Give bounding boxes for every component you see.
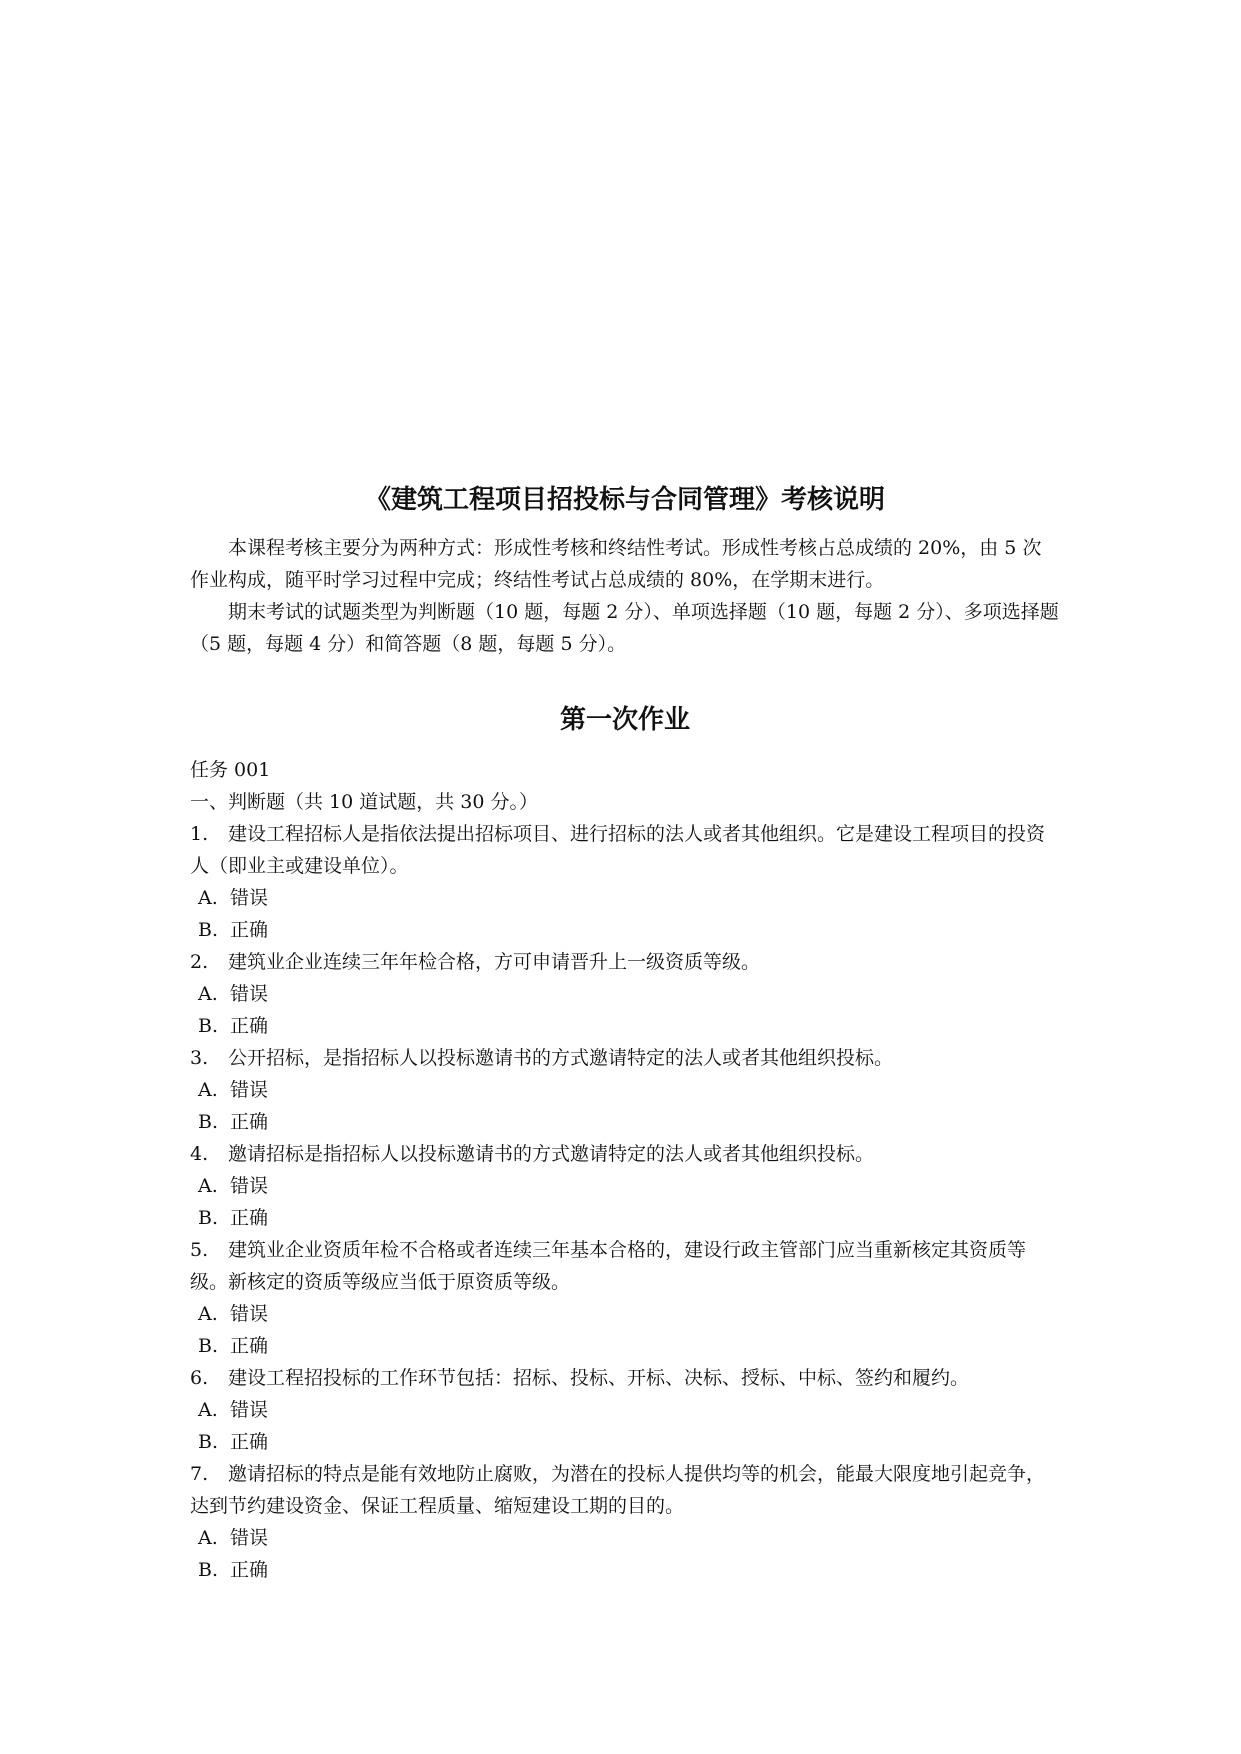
- option-text: 错误: [230, 983, 269, 1005]
- option-letter: A.: [198, 1527, 218, 1549]
- question-2: [190, 946, 1060, 1042]
- question-6: [190, 1362, 1060, 1458]
- question-number: 4.: [190, 1143, 209, 1165]
- option-text: 错误: [230, 1303, 269, 1325]
- option-b: [190, 1202, 1060, 1234]
- question-number: 1.: [190, 823, 209, 845]
- question-number: 7.: [190, 1463, 209, 1485]
- option-text: 正确: [230, 1111, 269, 1133]
- option-a: [190, 1170, 1060, 1202]
- question-number: 6.: [190, 1367, 209, 1389]
- option-a: [190, 978, 1060, 1010]
- option-text: 错误: [230, 1399, 269, 1421]
- option-letter: B.: [198, 1559, 219, 1581]
- section-title: 第一次作业: [559, 705, 690, 735]
- option-letter: A.: [198, 983, 218, 1005]
- option-a: [190, 1394, 1060, 1426]
- option-b: [190, 1426, 1060, 1458]
- document-content: [190, 478, 1060, 1586]
- option-text: 错误: [230, 1079, 269, 1101]
- option-text: 正确: [230, 1207, 269, 1229]
- question-3: [190, 1042, 1060, 1138]
- option-letter: B.: [198, 1015, 219, 1037]
- option-text: 正确: [230, 919, 269, 941]
- question-text: 建筑业企业资质年检不合格或者连续三年基本合格的，建设行政主管部门应当重新核定其资质等级。新核定的资质等级应当低于原资质等级。: [190, 1239, 1027, 1293]
- option-letter: A.: [198, 887, 218, 909]
- intro-paragraph-1: 本课程考核主要分为两种方式：形成性考核和终结性考试。形成性考核占总成绩的 20%，由 5 次作业构成，随平时学习过程中完成；终结性考试占总成绩的 80%，在学期末进行。: [190, 537, 1042, 591]
- option-a: [190, 882, 1060, 914]
- option-letter: A.: [198, 1175, 218, 1197]
- option-b: [190, 914, 1060, 946]
- question-number: 2.: [190, 951, 209, 973]
- question-text: 公开招标，是指招标人以投标邀请书的方式邀请特定的法人或者其他组织投标。: [228, 1047, 894, 1069]
- option-a: [190, 1074, 1060, 1106]
- question-7: [190, 1458, 1060, 1586]
- option-text: 错误: [230, 1175, 269, 1197]
- option-text: 正确: [230, 1431, 269, 1453]
- part-heading: 一、判断题（共 10 道试题，共 30 分。）: [190, 791, 539, 813]
- option-letter: B.: [198, 1111, 219, 1133]
- task-label: 任务 001: [190, 759, 271, 781]
- option-letter: B.: [198, 1335, 219, 1357]
- question-text: 建设工程招标人是指依法提出招标项目、进行招标的法人或者其他组织。它是建设工程项目的投资人（即业主或建设单位）。: [190, 823, 1046, 877]
- question-4: [190, 1138, 1060, 1234]
- option-text: 错误: [230, 887, 269, 909]
- question-text: 邀请招标是指招标人以投标邀请书的方式邀请特定的法人或者其他组织投标。: [228, 1143, 875, 1165]
- question-1: [190, 818, 1060, 946]
- question-list: [190, 818, 1060, 1586]
- question-text: 邀请招标的特点是能有效地防止腐败，为潜在的投标人提供均等的机会，能最大限度地引起竞争，达到节约建设资金、保证工程质量、缩短建设工期的目的。: [190, 1463, 1046, 1517]
- option-b: [190, 1330, 1060, 1362]
- option-b: [190, 1106, 1060, 1138]
- option-text: 正确: [230, 1335, 269, 1357]
- option-letter: A.: [198, 1399, 218, 1421]
- option-text: 错误: [230, 1527, 269, 1549]
- intro-paragraph-2: 期末考试的试题类型为判断题（10 题，每题 2 分）、单项选择题（10 题，每题 2 分）、多项选择题（5 题，每题 4 分）和简答题（8 题，每题 5 分）。: [190, 601, 1059, 655]
- option-b: [190, 1554, 1060, 1586]
- option-letter: B.: [198, 919, 219, 941]
- question-number: 5.: [190, 1239, 209, 1261]
- question-text: 建设工程招投标的工作环节包括：招标、投标、开标、决标、授标、中标、签约和履约。: [228, 1367, 970, 1389]
- question-5: [190, 1234, 1060, 1362]
- option-a: [190, 1298, 1060, 1330]
- question-text: 建筑业企业连续三年年检合格，方可申请晋升上一级资质等级。: [228, 951, 761, 973]
- option-letter: B.: [198, 1431, 219, 1453]
- option-text: 正确: [230, 1559, 269, 1581]
- document-title: 《建筑工程项目招投标与合同管理》考核说明: [364, 485, 885, 515]
- option-text: 正确: [230, 1015, 269, 1037]
- option-letter: A.: [198, 1303, 218, 1325]
- option-letter: B.: [198, 1207, 219, 1229]
- question-number: 3.: [190, 1047, 209, 1069]
- option-a: [190, 1522, 1060, 1554]
- option-b: [190, 1010, 1060, 1042]
- option-letter: A.: [198, 1079, 218, 1101]
